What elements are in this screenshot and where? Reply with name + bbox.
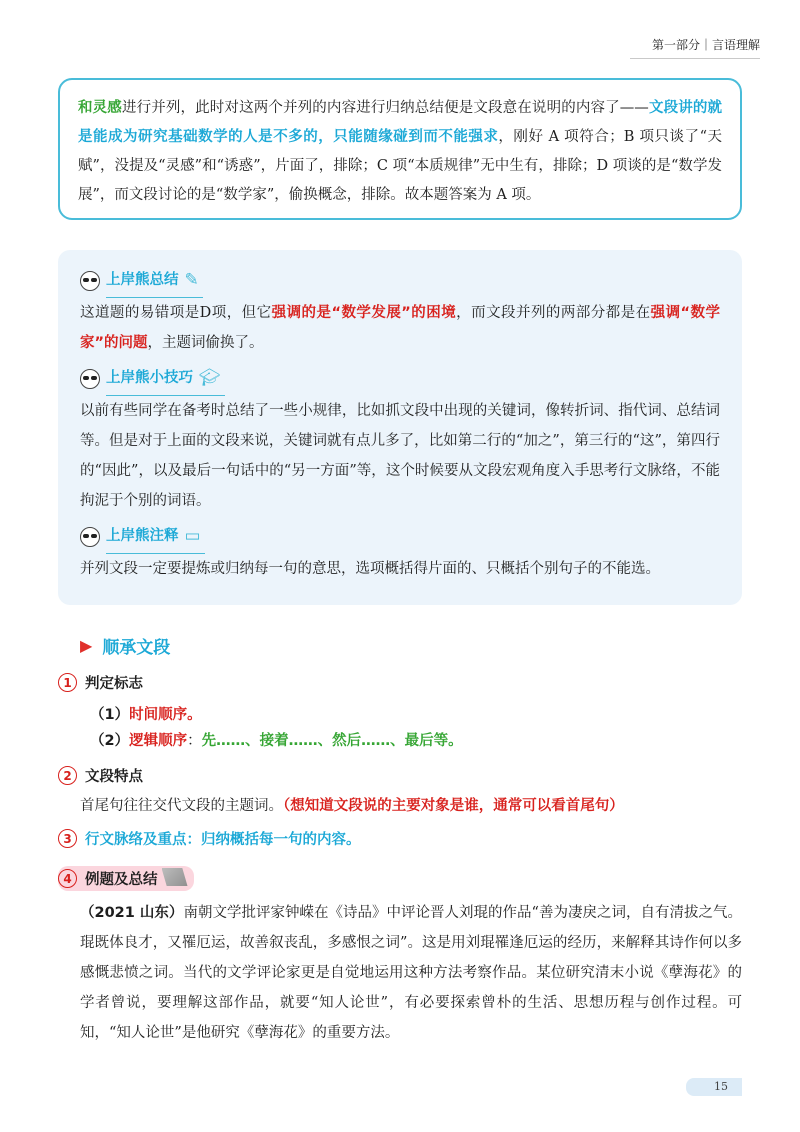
highlight-green: 和灵感 bbox=[78, 100, 122, 116]
answer-explanation-box bbox=[58, 78, 742, 220]
comment-icon: ▭ bbox=[184, 525, 201, 546]
item-label: 行文脉络及重点：归纳概括每一句的内容。 bbox=[85, 832, 361, 848]
item-4 bbox=[58, 866, 194, 891]
bear-mascot-icon bbox=[80, 369, 100, 389]
answer-text: 进行并列，此时对这两个并列的内容进行归纳总结便是文段意在说明的内容了—— bbox=[121, 100, 649, 116]
section-title: ▶ 顺承文段 bbox=[80, 636, 171, 658]
tips-panel bbox=[58, 250, 742, 605]
bear-mascot-icon bbox=[80, 271, 100, 291]
highlight-red: 时间顺序。 bbox=[129, 707, 202, 723]
item-2 bbox=[58, 765, 143, 786]
tip-summary-head bbox=[80, 266, 720, 296]
circled-number: 3 bbox=[58, 829, 77, 848]
item-3 bbox=[58, 828, 361, 849]
item-label: 判定标志 bbox=[85, 676, 143, 692]
feature-text: 首尾句往往交代文段的主题词。（想知道文段说的主要对象是谁，通常可以看首尾句） bbox=[80, 798, 624, 814]
highlight-red: 强调的是“数学发展”的困境 bbox=[271, 305, 457, 321]
pencil-icon: ✎ bbox=[184, 269, 199, 290]
tip-trick-head bbox=[80, 364, 720, 394]
item-label: 例题及总结 bbox=[85, 872, 158, 888]
highlight-red: 逻辑顺序 bbox=[129, 733, 188, 749]
answer-text-2: ，刚好 A 项符合；B 项只谈了“天赋”，没提及“灵感”和“诱惑”，片面了，排除；C 项“本质规律”无中生有，排除；D 项谈的是“数学发展”，而文段讨论的是“数学家”，偷换概念，排除。故本题答案为 A 项。 bbox=[78, 129, 722, 203]
sub-item-1: （1）时间顺序。 bbox=[90, 707, 202, 723]
header-rule bbox=[630, 58, 760, 59]
highlight-green: 先……、接着……、然后……、最后等。 bbox=[201, 733, 463, 749]
tip-note-title: 上岸熊注释 ▭ bbox=[106, 521, 205, 554]
circled-number: 2 bbox=[58, 766, 77, 785]
sub-item-2: （2）逻辑顺序：先……、接着……、然后……、最后等。 bbox=[90, 733, 463, 749]
tip-note-body: 并列文段一定要提炼或归纳每一句的意思，选项概括得片面的、只概括个别句子的不能选。 bbox=[80, 561, 660, 577]
example-pill bbox=[58, 866, 194, 891]
circled-number: 1 bbox=[58, 673, 77, 692]
item-label: 文段特点 bbox=[85, 769, 143, 785]
highlight-red-2: 强调“数学家”的问题 bbox=[80, 305, 721, 351]
page-header: 第一部分｜言语理解 bbox=[651, 38, 760, 52]
example-body: 南朝文学批评家钟嵘在《诗品》中评论晋人刘琨的作品“善为凄戾之词，自有清拔之气。琨既体良才，又罹厄运，故善叙丧乱，多感恨之词”。这是用刘琨罹逢厄运的经历，来解释其诗作何以多感慨悲愤之词。当代的文学评论家更是自觉地运用这种方法考察作品。某位研究清末小说《孽海花》的学者曾说，要理解这部作品，就要“知人论世”，有必要探索曾朴的生活、思想历程与创作过程。可知，“知人论世”是他研究《孽海花》的重要方法。 bbox=[80, 905, 742, 1041]
item-1 bbox=[58, 672, 143, 693]
page-number: 15 bbox=[686, 1078, 742, 1096]
graduation-cap-icon: 🎓︎ bbox=[199, 367, 221, 388]
example-passage bbox=[80, 898, 742, 1048]
example-source: （2021 山东） bbox=[80, 905, 184, 921]
tip-summary-body: 这道题的易错项是D项，但它强调的是“数学发展”的困境，而文段并列的两部分都是在强调“数学家”的问题，主题词偷换了。 bbox=[80, 305, 721, 351]
tip-note-head bbox=[80, 522, 720, 552]
tip-trick-title: 上岸熊小技巧 🎓︎ bbox=[106, 363, 225, 396]
highlight-red: （想知道文段说的主要对象是谁，通常可以看首尾句） bbox=[283, 798, 624, 814]
highlight-blue: 文段讲的就是能成为研究基础数学的人是不多的，只能随缘碰到而不能强求 bbox=[78, 100, 723, 145]
tip-summary-title: 上岸熊总结 ✎ bbox=[106, 265, 203, 298]
bear-mascot-icon bbox=[80, 527, 100, 547]
triangle-right-icon: ▶ bbox=[80, 636, 93, 655]
tip-trick-body: 以前有些同学在备考时总结了一些小规律，比如抓文段中出现的关键词，像转折词、指代词、总结词等。但是对于上面的文段来说，关键词就有点儿多了，比如第二行的“加之”，第三行的“这”，第四行的“因此”，以及最后一句话中的“另一方面”等，这个时候要从文段宏观角度入手思考行文脉络，不能拘泥于个别的词语。 bbox=[80, 403, 720, 509]
circled-number: 4 bbox=[58, 869, 77, 888]
